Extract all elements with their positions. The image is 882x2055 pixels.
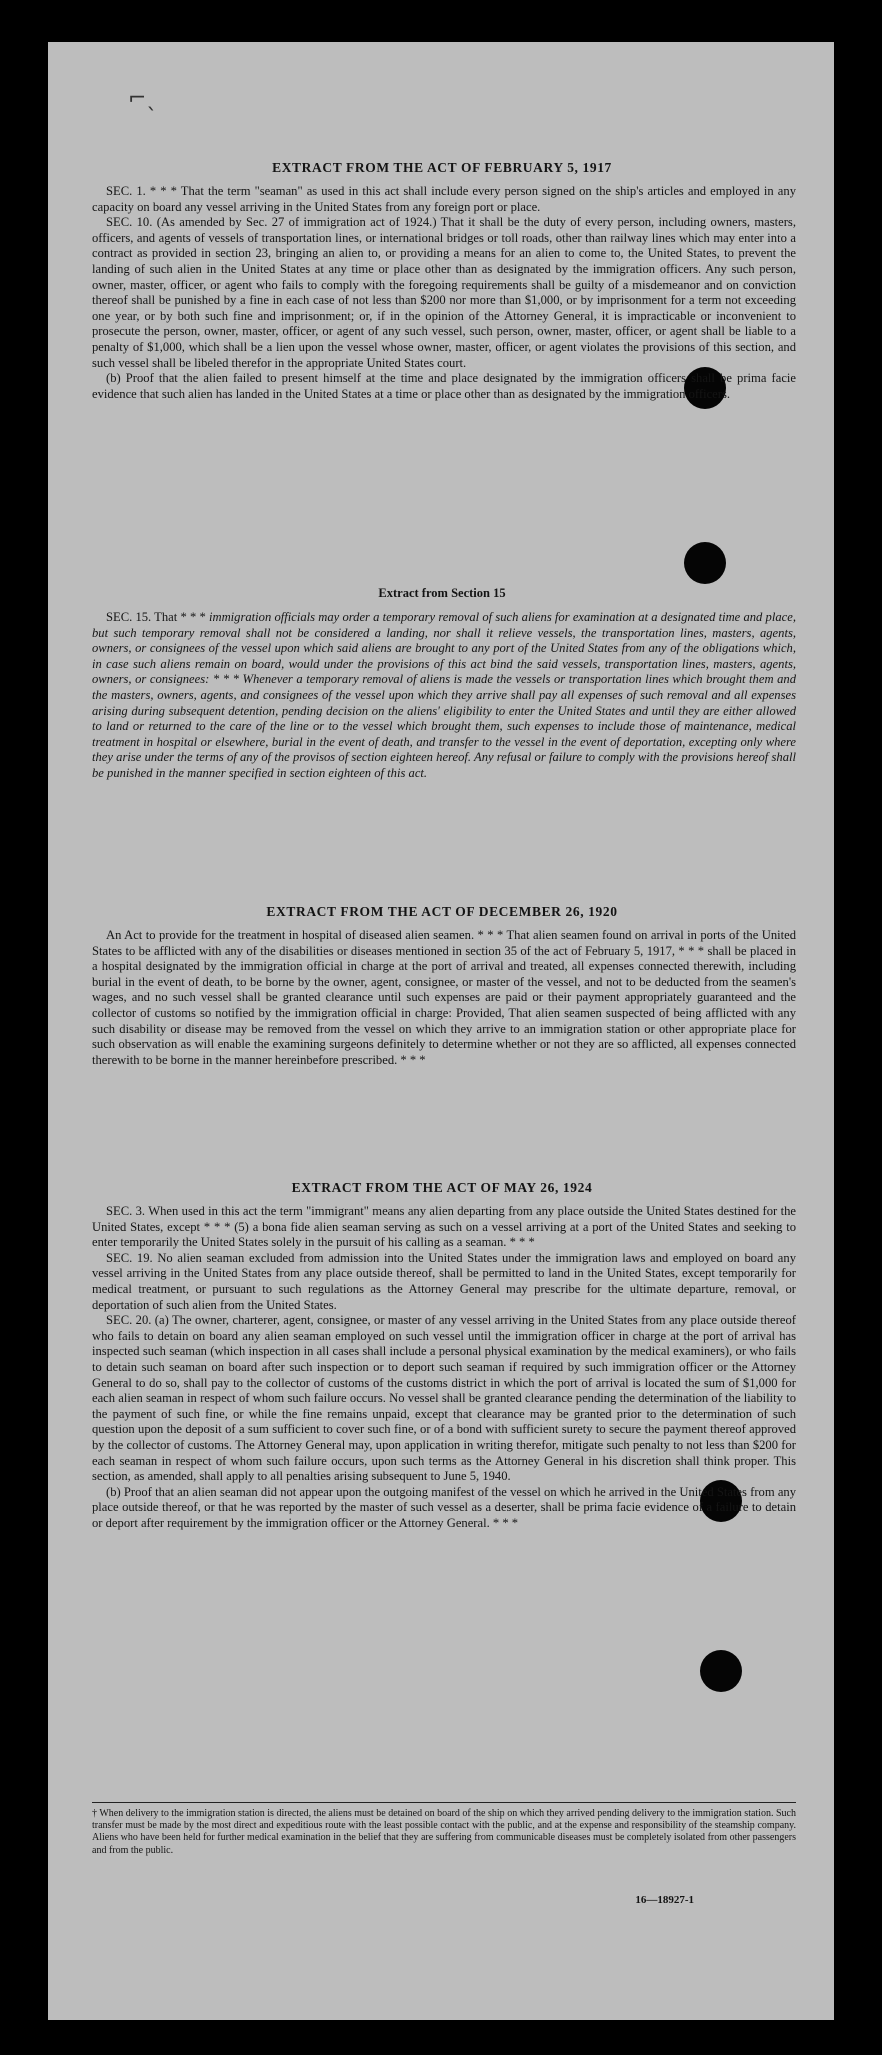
section-block-1920: [92, 928, 796, 1068]
form-number: 16—18927-1: [635, 1894, 694, 1906]
pencil-mark: ⌐ˎ: [128, 86, 158, 111]
paragraph-sec-20-a: SEC. 20. (a) The owner, charterer, agent, consignee, or master of any vessel arriving in the United States from any place outside thereof who fails to detain on board any alien seaman employed on such vessel until the immigration officer in charge at the port of arrival has inspected such seaman (which inspection in all cases shall include a personal physical examination by the medical examiners), or who fails to detain such seaman on board after such inspection or to deport such seaman if required by such immigration officer or the Attorney General to do so, shall pay to the collector of customs of the customs district in which the port of arrival is located the sum of $1,000 for each alien seaman in respect of whom such failure occurs. No vessel shall be granted clearance pending the determination of the liability to the payment of such fine, or while the fine remains unpaid, except that clearance may be granted prior to the determination of such question upon the deposit of a sum sufficient to cover such fine, or of a bond with sufficient surety to secure the payment thereof approved by the collector of customs. The Attorney General may, upon application in writing therefor, mitigate such penalty to not less than $200 for each seaman in respect of whom such failure occurs, upon such terms as the Attorney General in his discretion shall think proper. This section, as amended, shall apply to all penalties arising subsequent to June 5, 1940.: [92, 1313, 796, 1484]
section-block-1917: [92, 184, 796, 402]
paragraph-sec-3: SEC. 3. When used in this act the term "immigrant" means any alien departing from any place outside the United States destined for the United States, except * * * (5) a bona fide alien seaman serving as such on a vessel arriving at a port of the United States and seeking to enter temporarily the United States solely in the pursuit of his calling as a seaman. * * *: [92, 1204, 796, 1250]
section-block-sec-15: [92, 610, 796, 782]
paragraph-sec-10-b: (b) Proof that the alien failed to present himself at the time and place designated by the immigration officers shall be prima facie evidence that such alien has landed in the United States at a time or place other than as designated by the immigration officers.: [92, 371, 796, 401]
footnote-divider: [92, 1802, 796, 1803]
section-block-1924: [92, 1204, 796, 1531]
heading-act-feb-1917: EXTRACT FROM THE ACT OF FEBRUARY 5, 1917: [272, 160, 612, 175]
paragraph-sec-1: SEC. 1. * * * That the term "seaman" as used in this act shall include every person signed on the ship's articles and employed in any capacity on board any vessel arriving in the United States from any foreign port or place.: [92, 184, 796, 214]
heading-act-may-1924: EXTRACT FROM THE ACT OF MAY 26, 1924: [291, 1180, 593, 1195]
heading-act-dec-1920: EXTRACT FROM THE ACT OF DECEMBER 26, 1920: [266, 904, 618, 919]
sec-15-text: immigration officials may order a temporary removal of such aliens for examination at a designated time and place, but such temporary removal shall not be considered a landing, nor shall it relieve vessels, the transportation lines, masters, agents, owners, or consignees of the vessel upon which said aliens are brought to any port of the United States from any of the obligations which, in case such aliens remain on board, would under the provisions of this act bind the said vessels, transportation lines, masters, agents, owners, or consignees: * * * Whenever a temporary removal of aliens is made the vessels or transportation lines which brought them and the masters, owners, agents, and consignees of the vessel upon which they arrive shall pay all expenses of such removal and all expenses arising during subsequent detention, pending decision on the aliens' eligibility to enter the United States and until they are either allowed to land or returned to the care of the line or to the vessel which brought them, such expenses to include those of maintenance, medical treatment in hospital or elsewhere, burial in the event of death, and transfer to the vessel in the event of deportation, excepting only where they arise under the terms of any of the provisos of section eighteen hereof. Any refusal or failure to comply with the provisions hereof shall be punished in the manner specified in section eighteen of this act.: [92, 610, 796, 780]
heading-section-15: Extract from Section 15: [378, 586, 506, 600]
footnote: † When delivery to the immigration station is directed, the aliens must be detained on board of the ship on which they arrived pending delivery to the immigration station. Such transfer must be made by the most direct and expeditious route with the least possible contact with the public, and at the expense and responsibility of the steamship company. Aliens who have been held for further medical examination in the belief that they are suffering from communicable diseases must be completely isolated from other passengers and from the public.: [92, 1808, 796, 1856]
paragraph-sec-20-b: (b) Proof that an alien seaman did not appear upon the outgoing manifest of the vessel on which he arrived in the United States from any place outside thereof, or that he was reported by the master of such vessel as a deserter, shall be prima facie evidence of a failure to detain or deport after requirement by the immigration officer or the Attorney General. * * *: [92, 1484, 796, 1530]
punch-hole: [700, 1650, 742, 1692]
sec-15-lead: SEC. 15. That * * *: [106, 610, 206, 624]
paragraph-sec-15: [92, 610, 796, 782]
paragraph-sec-10: SEC. 10. (As amended by Sec. 27 of immigration act of 1924.) That it shall be the duty of every person, including owners, masters, officers, and agents of vessels of transportation lines, or international bridges or toll roads, other than railway lines which may enter into a contract as provided in section 23, bringing an alien to, or providing a means for an alien to come to, the United States, to prevent the landing of such alien in the United States at any time or place other than as designated by the immigration officers. Any such person, owner, master, officer, or agent who fails to comply with the foregoing requirements shall be guilty of a misdemeanor and on conviction thereof shall be punished by a fine in each case of not less than $200 nor more than $1,000, or by imprisonment for a term not exceeding one year, or by both such fine and imprisonment; or, if in the opinion of the Attorney General, it is impracticable or inconvenient to prosecute the person, owner, master, officer, or agent of any such vessel, such person, owner, master, officer, or agent shall be liable to a penalty of $1,000, which shall be a lien upon the vessel whose owner, master, officer, or agent violates the provisions of this section, and such vessel shall be libeled therefor in the appropriate United States court.: [92, 215, 796, 370]
document-page: [48, 42, 834, 2020]
paragraph-act-1920: An Act to provide for the treatment in hospital of diseased alien seamen. * * * That alien seamen found on arrival in ports of the United States to be afflicted with any of the disabilities or diseases mentioned in section 35 of the act of February 5, 1917, * * * shall be placed in a hospital designated by the immigration official in charge at the port of arrival and treated, all expenses connected therewith, including burial in the event of death, to be borne by the owner, agent, consignee, or master of the vessel, and not to be deducted from the seamen's wages, and no such vessel shall be granted clearance until such expenses are paid or their payment appropriately guaranteed and the collector of customs so notified by the immigration official in charge: Provided, That alien seamen suspected of being afflicted with any such disability or disease may be removed from the vessel on which they arrive to an immigration station or other appropriate place for such observation as will enable the examining surgeons definitely to determine whether or not they are so afflicted, all expenses connected therewith to be borne in the manner hereinbefore prescribed. * * *: [92, 928, 796, 1067]
paragraph-sec-19: SEC. 19. No alien seaman excluded from admission into the United States under the immigration laws and employed on board any vessel arriving in the United States from any place outside thereof, shall be permitted to land in the United States, except temporarily for medical treatment, or pursuant to such regulations as the Attorney General may prescribe for the ultimate departure, removal, or deportation of such alien from the United States.: [92, 1250, 796, 1312]
punch-hole: [684, 542, 726, 584]
